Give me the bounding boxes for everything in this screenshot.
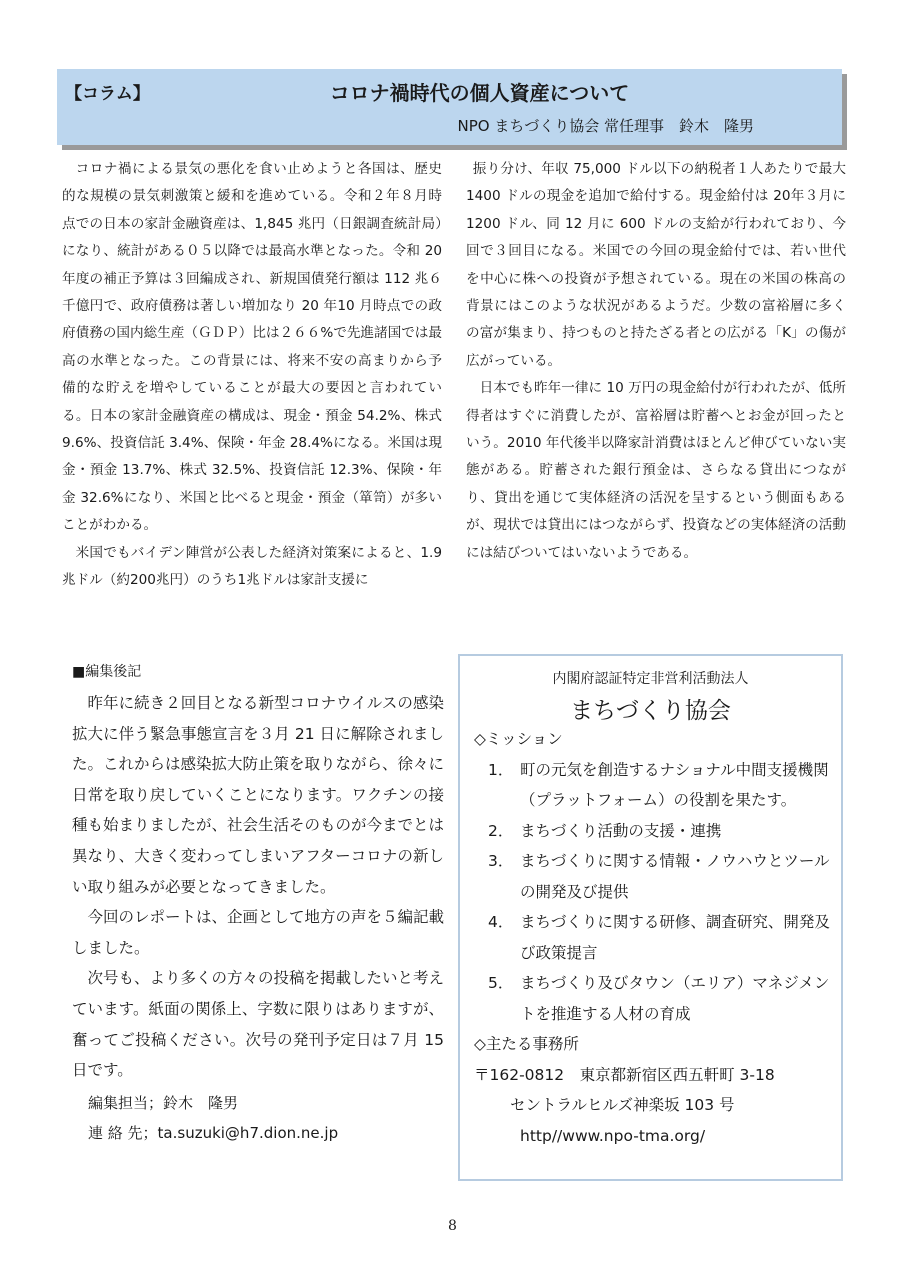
office-heading: ◇主たる事務所 — [474, 1035, 579, 1053]
mission-number: 4． — [488, 913, 514, 931]
office-building: セントラルヒルズ神楽坂 103 号 — [510, 1096, 735, 1114]
editor-note-body — [72, 688, 444, 1086]
editor-contact: 連 絡 先；ta.suzuki@h7.dion.ne.jp — [88, 1123, 339, 1142]
editor-note — [72, 660, 444, 1148]
mission-text: 町の元気を創造するナショナル中間支援機関（プラットフォーム）の役割を果たす。 — [520, 760, 829, 809]
organization-subtitle: 内閣府認証特定非営利活動法人 — [552, 671, 749, 687]
article-column-left — [62, 156, 442, 595]
column-tag: 【コラム】 — [65, 84, 150, 104]
editor-note-heading: ■編集後記 — [72, 664, 142, 680]
editor-paragraph: 次号も、より多くの方々の投稿を掲載したいと考えています。紙面の関係上、字数に限りはありますが、奮ってご投稿ください。次号の発刊予定日は７月 15 日です。 — [72, 969, 445, 1080]
mission-number: 3． — [488, 852, 514, 870]
organization-url[interactable]: http//www.npo-tma.org/ — [520, 1126, 706, 1145]
editor-credits — [72, 1088, 444, 1148]
mission-text: まちづくり活動の支援・連携 — [520, 821, 722, 840]
mission-item — [474, 907, 836, 968]
mission-item — [474, 968, 836, 1029]
mission-number: 5． — [488, 974, 514, 992]
article-paragraph: 振り分け、年収 75,000 ドル以下の納税者１人あたりで最大 1400 ドルの現金を追加で給付する。現金給付は 20年３月に 1200 ドル、同 12 月に 600 ドルの支給が行われており、今回で３回目になる。米国での今回の現金給付では、若い世代を中心に株への投資が予想されている。現在の米国の株高の背景にはこのような状況があるようだ。少数の富裕層に多くの富が集まり、持つものと持たざる者との広がる「K」の傷が広がっている。 — [466, 161, 846, 369]
article-paragraph: 日本でも昨年一律に 10 万円の現金給付が行われたが、低所得者はすぐに消費したが、富裕層は貯蓄へとお金が回ったという。2010 年代後半以降家計消費はほとんど伸びていない実態がある。貯蓄された銀行預金は、さらなる貸出につながり、貸出を通じて実体経済の活況を呈するという側面もあるが、現状では貸出にはつながらず、投資などの実体経済の活動には結びついてはいないようである。 — [466, 380, 846, 561]
mission-text: まちづくりに関する研修、調査研究、開発及び政策提言 — [520, 913, 830, 962]
editor-paragraph: 今回のレポートは、企画として地方の声を５編記載しました。 — [72, 908, 445, 957]
article-author: NPO まちづくり協会 常任理事 鈴木 隆男 — [457, 117, 754, 135]
mission-text: まちづくりに関する情報・ノウハウとツールの開発及び提供 — [520, 852, 830, 901]
organization-box — [458, 654, 843, 1181]
column-header — [57, 69, 842, 145]
mission-item — [474, 755, 836, 816]
mission-number: 1． — [488, 760, 514, 779]
mission-item — [474, 816, 836, 847]
page-number: 8 — [448, 1218, 457, 1234]
mission-text: まちづくり及びタウン（エリア）マネジメントを推進する人材の育成 — [520, 974, 830, 1023]
article-paragraph: コロナ禍による景気の悪化を食い止めようと各国は、歴史的な規模の景気刺激策と緩和を進めている。令和２年８月時点での日本の家計金融資産は、1,845 兆円（日銀調査統計局）になり、統計がある０５以降では最高水準となった。令和 20 年度の補正予算は３回編成され、新規国債発行額は 112 兆６千億円で、政府債務は著しい増加なり 20 年10 月時点での政府債務の国内総生産（ＧＤＰ）比は２６６%で先進諸国では最高の水準となった。この背景には、将来不安の高まりから予備的な貯えを増やしていることが最大の要因と言われている。日本の家計金融資産の構成は、現金・預金 54.2%、株式 9.6%、投資信託 3.4%、保険・年金 28.4%になる。米国は現金・預金 13.7%、株式 32.5%、投資信託 12.3%、保険・年金 32.6%になり、米国と比べると現金・預金（箪笥）が多いことがわかる。 — [62, 161, 442, 534]
organization-content — [474, 724, 836, 1151]
article-paragraph: 米国でもバイデン陣営が公表した経済対策案によると、1.9兆ドル（約200兆円）のうち1兆ドルは家計支援に — [62, 544, 442, 589]
article-title: コロナ禍時代の個人資産について — [329, 81, 630, 105]
mission-item — [474, 846, 836, 907]
mission-heading: ◇ミッション — [474, 730, 563, 748]
editor-paragraph: 昨年に続き２回目となる新型コロナウイルスの感染拡大に伴う緊急事態宣言を３月 21 日に解除されました。これからは感染拡大防止策を取りながら、徐々に日常を取り戻していくことになります。ワクチンの接種も始まりましたが、社会生活そのものが今までとは異なり、大きく変わってしまいアフターコロナの新しい取り組みが必要となってきました。 — [72, 694, 445, 896]
office-address: 〒162-0812 東京都新宿区西五軒町 3-18 — [474, 1065, 775, 1084]
editor-staff: 編集担当；鈴木 隆男 — [88, 1093, 239, 1112]
organization-name: まちづくり協会 — [570, 698, 731, 724]
mission-number: 2． — [488, 821, 514, 840]
article-column-right — [466, 156, 846, 567]
